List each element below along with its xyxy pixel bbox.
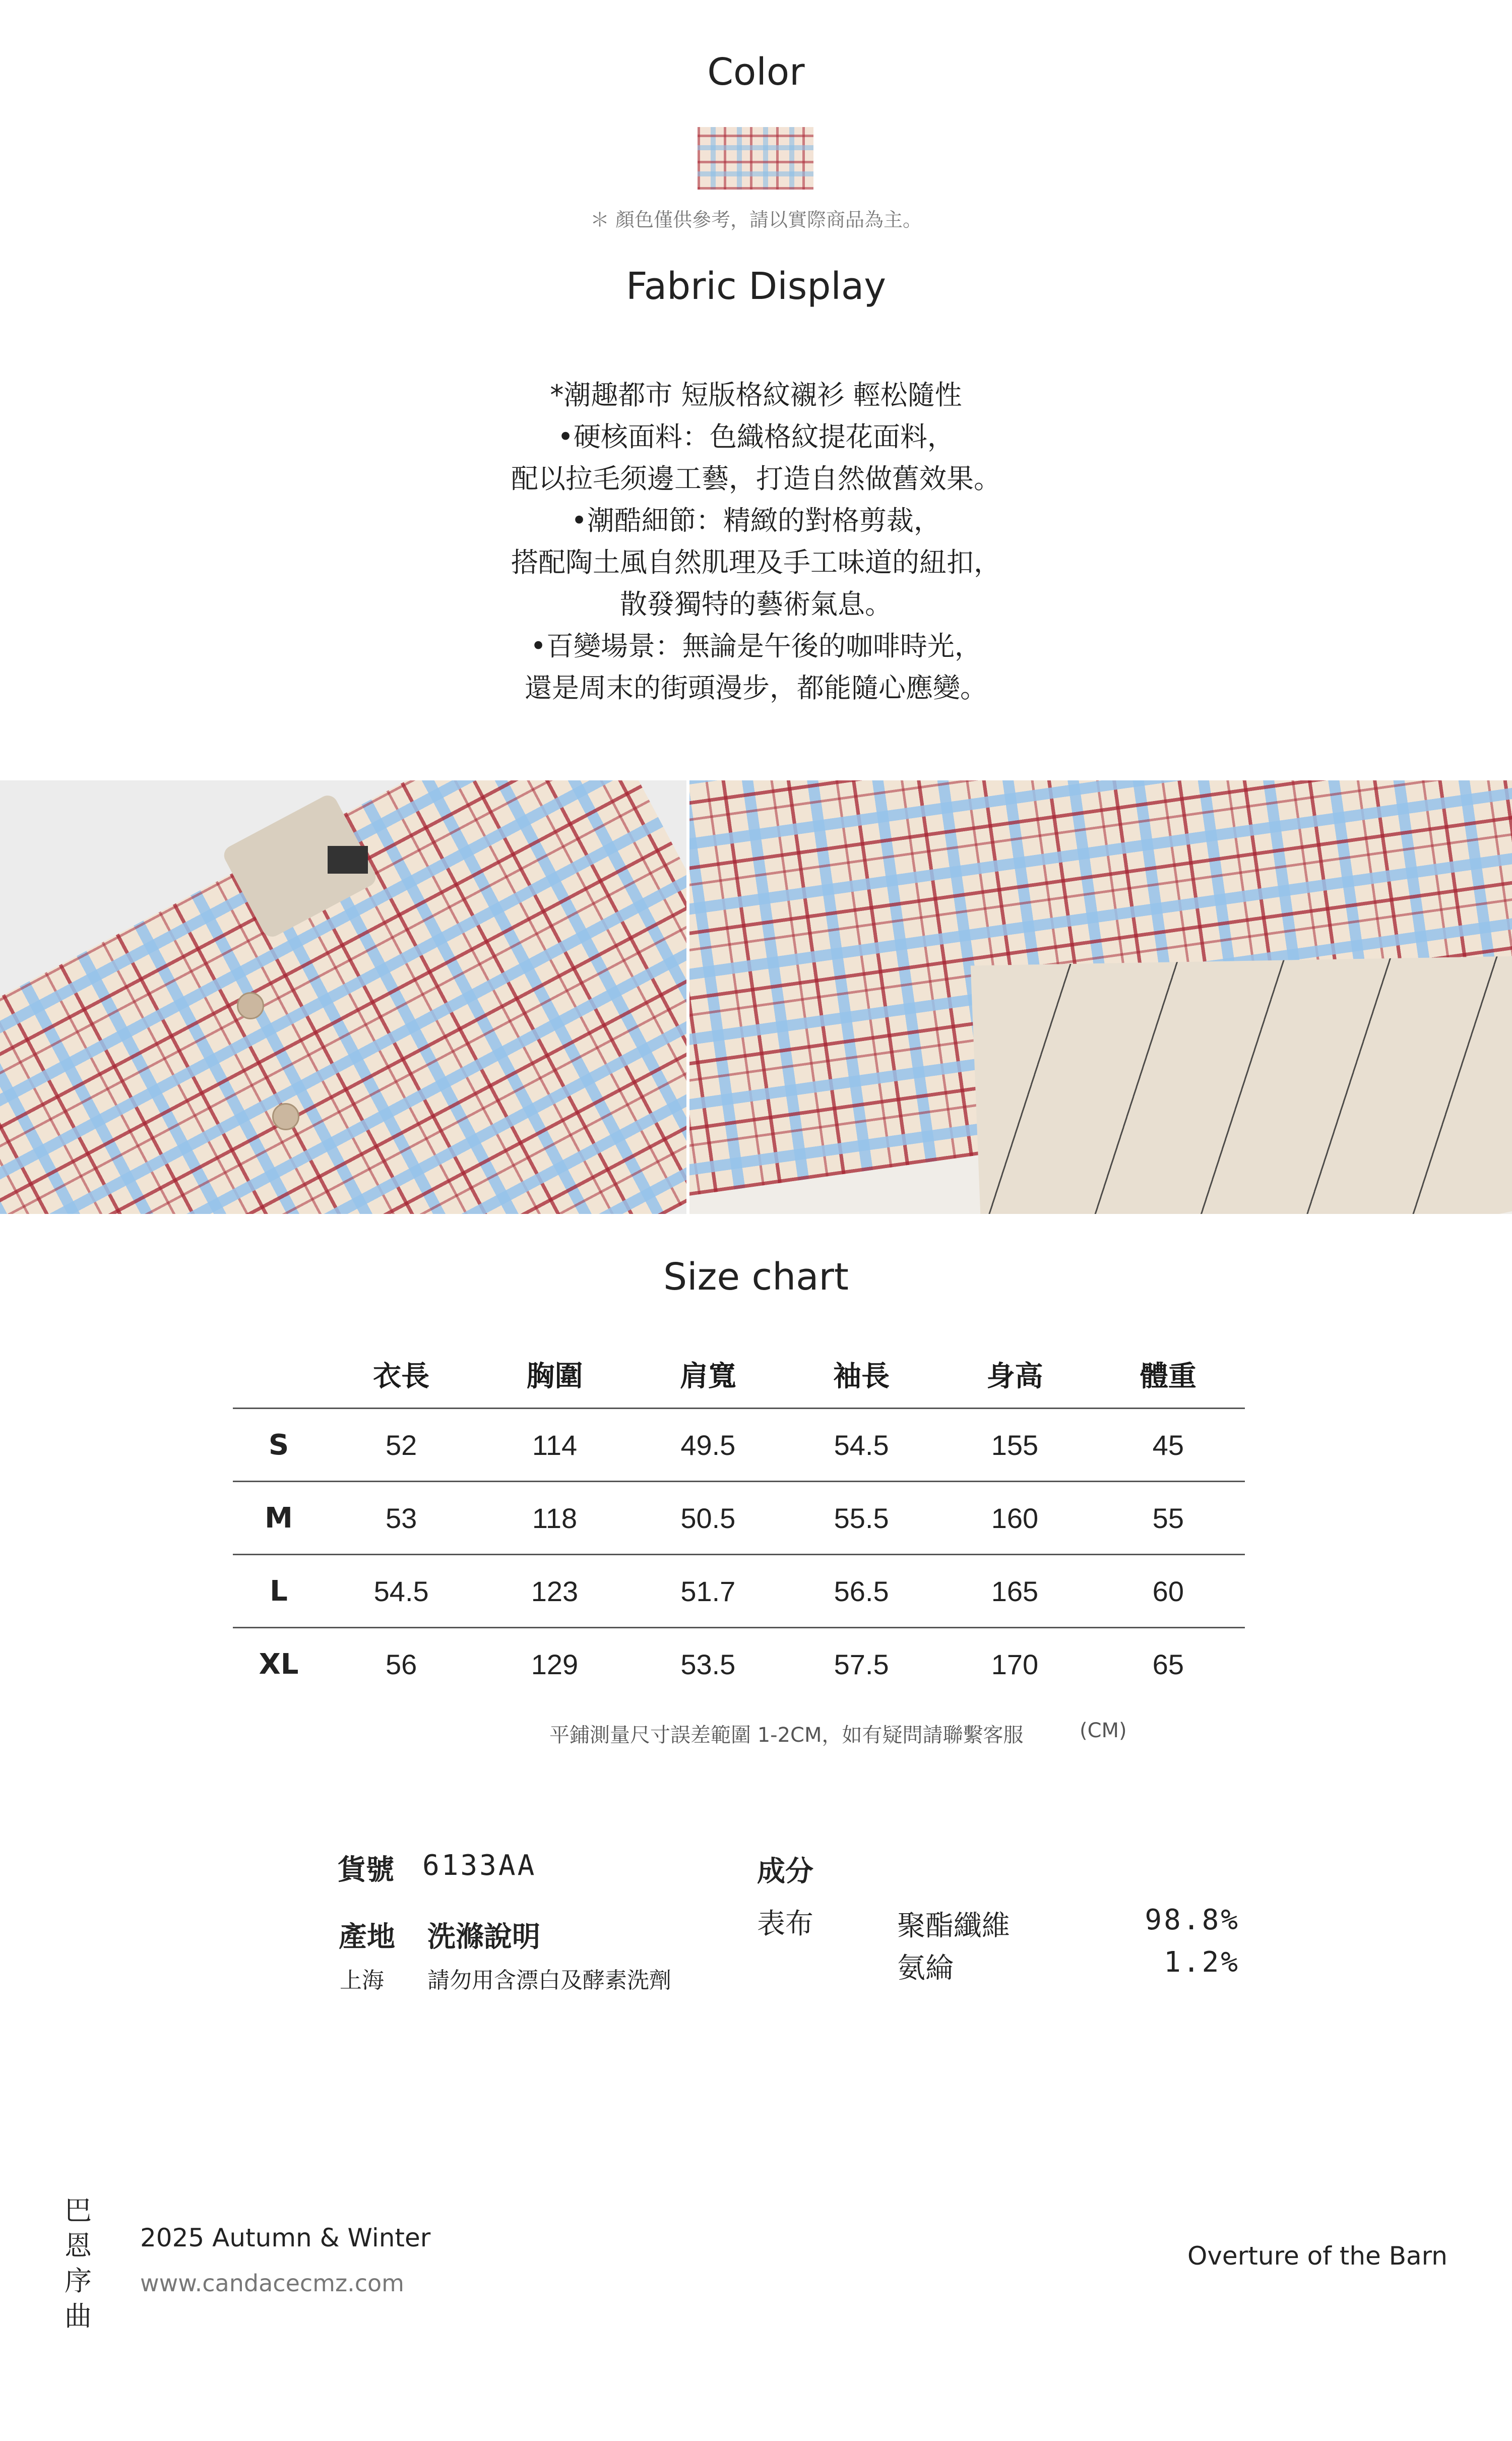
washing-value: 請勿用含漂白及酵素洗劑	[427, 1968, 671, 1993]
color-note: ＊ 顏色僅供參考，請以實際商品為主。	[590, 209, 922, 231]
table-row	[233, 1555, 1245, 1628]
table-cell: 170	[938, 1628, 1091, 1700]
table-header-row	[233, 1341, 1245, 1409]
fabric-detail-photo	[689, 780, 1512, 1214]
table-cell: 129	[478, 1628, 631, 1700]
table-row	[233, 1482, 1245, 1555]
table-cell: 56.5	[785, 1555, 938, 1628]
table-cell: 165	[938, 1555, 1091, 1628]
size-label: M	[233, 1482, 325, 1555]
table-cell: 118	[478, 1482, 631, 1555]
table-row	[233, 1628, 1245, 1700]
table-row	[233, 1409, 1245, 1482]
table-cell: 160	[938, 1482, 1091, 1555]
table-cell: 55	[1092, 1482, 1245, 1555]
table-cell: 52	[325, 1409, 478, 1482]
table-cell: 53.5	[632, 1628, 785, 1700]
table-cell: 57.5	[785, 1628, 938, 1700]
desc-line: 搭配陶土風自然肌理及手工味道的紐扣，	[511, 546, 1001, 578]
table-cell: 49.5	[632, 1409, 785, 1482]
desc-line: *潮趣都市 短版格紋襯衫 輕松隨性	[550, 379, 962, 411]
size-table	[233, 1341, 1245, 1700]
material-percent: 1.2%	[1164, 1946, 1240, 1979]
table-header: 胸圍	[526, 1360, 583, 1393]
desc-line: 散發獨特的藝術氣息。	[620, 588, 892, 620]
size-chart-heading: Size chart	[663, 1255, 849, 1299]
collection-name: Overture of the Barn	[1187, 2241, 1447, 2271]
table-cell: 51.7	[632, 1555, 785, 1628]
origin-label: 產地	[339, 1921, 395, 1954]
size-label: XL	[233, 1628, 325, 1700]
table-cell: 45	[1092, 1409, 1245, 1482]
table-header-corner	[233, 1341, 325, 1409]
title-char: 巴	[65, 2194, 92, 2226]
size-note: 平鋪測量尺寸誤差範圍 1-2CM，如有疑問請聯繫客服	[549, 1724, 1024, 1747]
material-name: 氨綸	[897, 1952, 954, 1985]
table-cell: 53	[325, 1482, 478, 1555]
table-cell: 155	[938, 1409, 1091, 1482]
title-char: 恩	[65, 2230, 92, 2262]
table-header: 袖長	[833, 1360, 890, 1393]
fabric-label: 表布	[757, 1908, 813, 1940]
brand-label	[328, 846, 368, 874]
table-cell: 114	[478, 1409, 631, 1482]
material-percent: 98.8%	[1145, 1904, 1240, 1936]
color-swatch[interactable]	[698, 127, 813, 190]
table-cell: 56	[325, 1628, 478, 1700]
title-char: 曲	[65, 2300, 92, 2332]
title-char: 序	[65, 2265, 92, 2297]
desc-line: 還是周末的街頭漫步，都能隨心應變。	[525, 672, 987, 704]
item-no-label: 貨號	[338, 1854, 394, 1886]
desc-line: •潮酷細節：精緻的對格剪裁，	[571, 505, 941, 536]
material-name: 聚酯纖維	[897, 1910, 1010, 1942]
shirt-collar-photo	[0, 780, 686, 1214]
table-cell: 65	[1092, 1628, 1245, 1700]
table-cell: 54.5	[325, 1555, 478, 1628]
button-icon	[272, 1103, 299, 1130]
desc-line: •硬核面料：色織格紋提花面料，	[557, 421, 955, 453]
origin-value: 上海	[340, 1968, 384, 1993]
website-link[interactable]: www.candacecmz.com	[140, 2270, 404, 2297]
composition-label: 成分	[757, 1855, 813, 1888]
vertical-brand-title	[60, 2193, 96, 2334]
desc-line: 配以拉毛须邊工藝，打造自然做舊效果。	[511, 463, 1001, 495]
table-cell: 60	[1092, 1555, 1245, 1628]
table-header: 體重	[1140, 1360, 1196, 1393]
fabric-heading: Fabric Display	[625, 265, 887, 308]
table-header: 衣長	[373, 1360, 430, 1393]
fabric-description	[0, 374, 1512, 709]
button-icon	[237, 992, 264, 1019]
desc-line: •百變場景：無論是午後的咖啡時光，	[530, 630, 982, 662]
season-label: 2025 Autumn & Winter	[140, 2223, 431, 2252]
color-heading: Color	[707, 50, 805, 94]
table-cell: 123	[478, 1555, 631, 1628]
table-cell: 55.5	[785, 1482, 938, 1555]
size-label: S	[233, 1409, 325, 1482]
washing-label: 洗滌說明	[427, 1921, 540, 1954]
table-header: 肩寬	[679, 1360, 736, 1393]
table-header: 身高	[986, 1360, 1043, 1393]
size-label: L	[233, 1555, 325, 1628]
table-cell: 50.5	[632, 1482, 785, 1555]
item-no-value: 6133AA	[422, 1849, 537, 1882]
table-cell: 54.5	[785, 1409, 938, 1482]
size-unit: (CM)	[1080, 1719, 1127, 1742]
